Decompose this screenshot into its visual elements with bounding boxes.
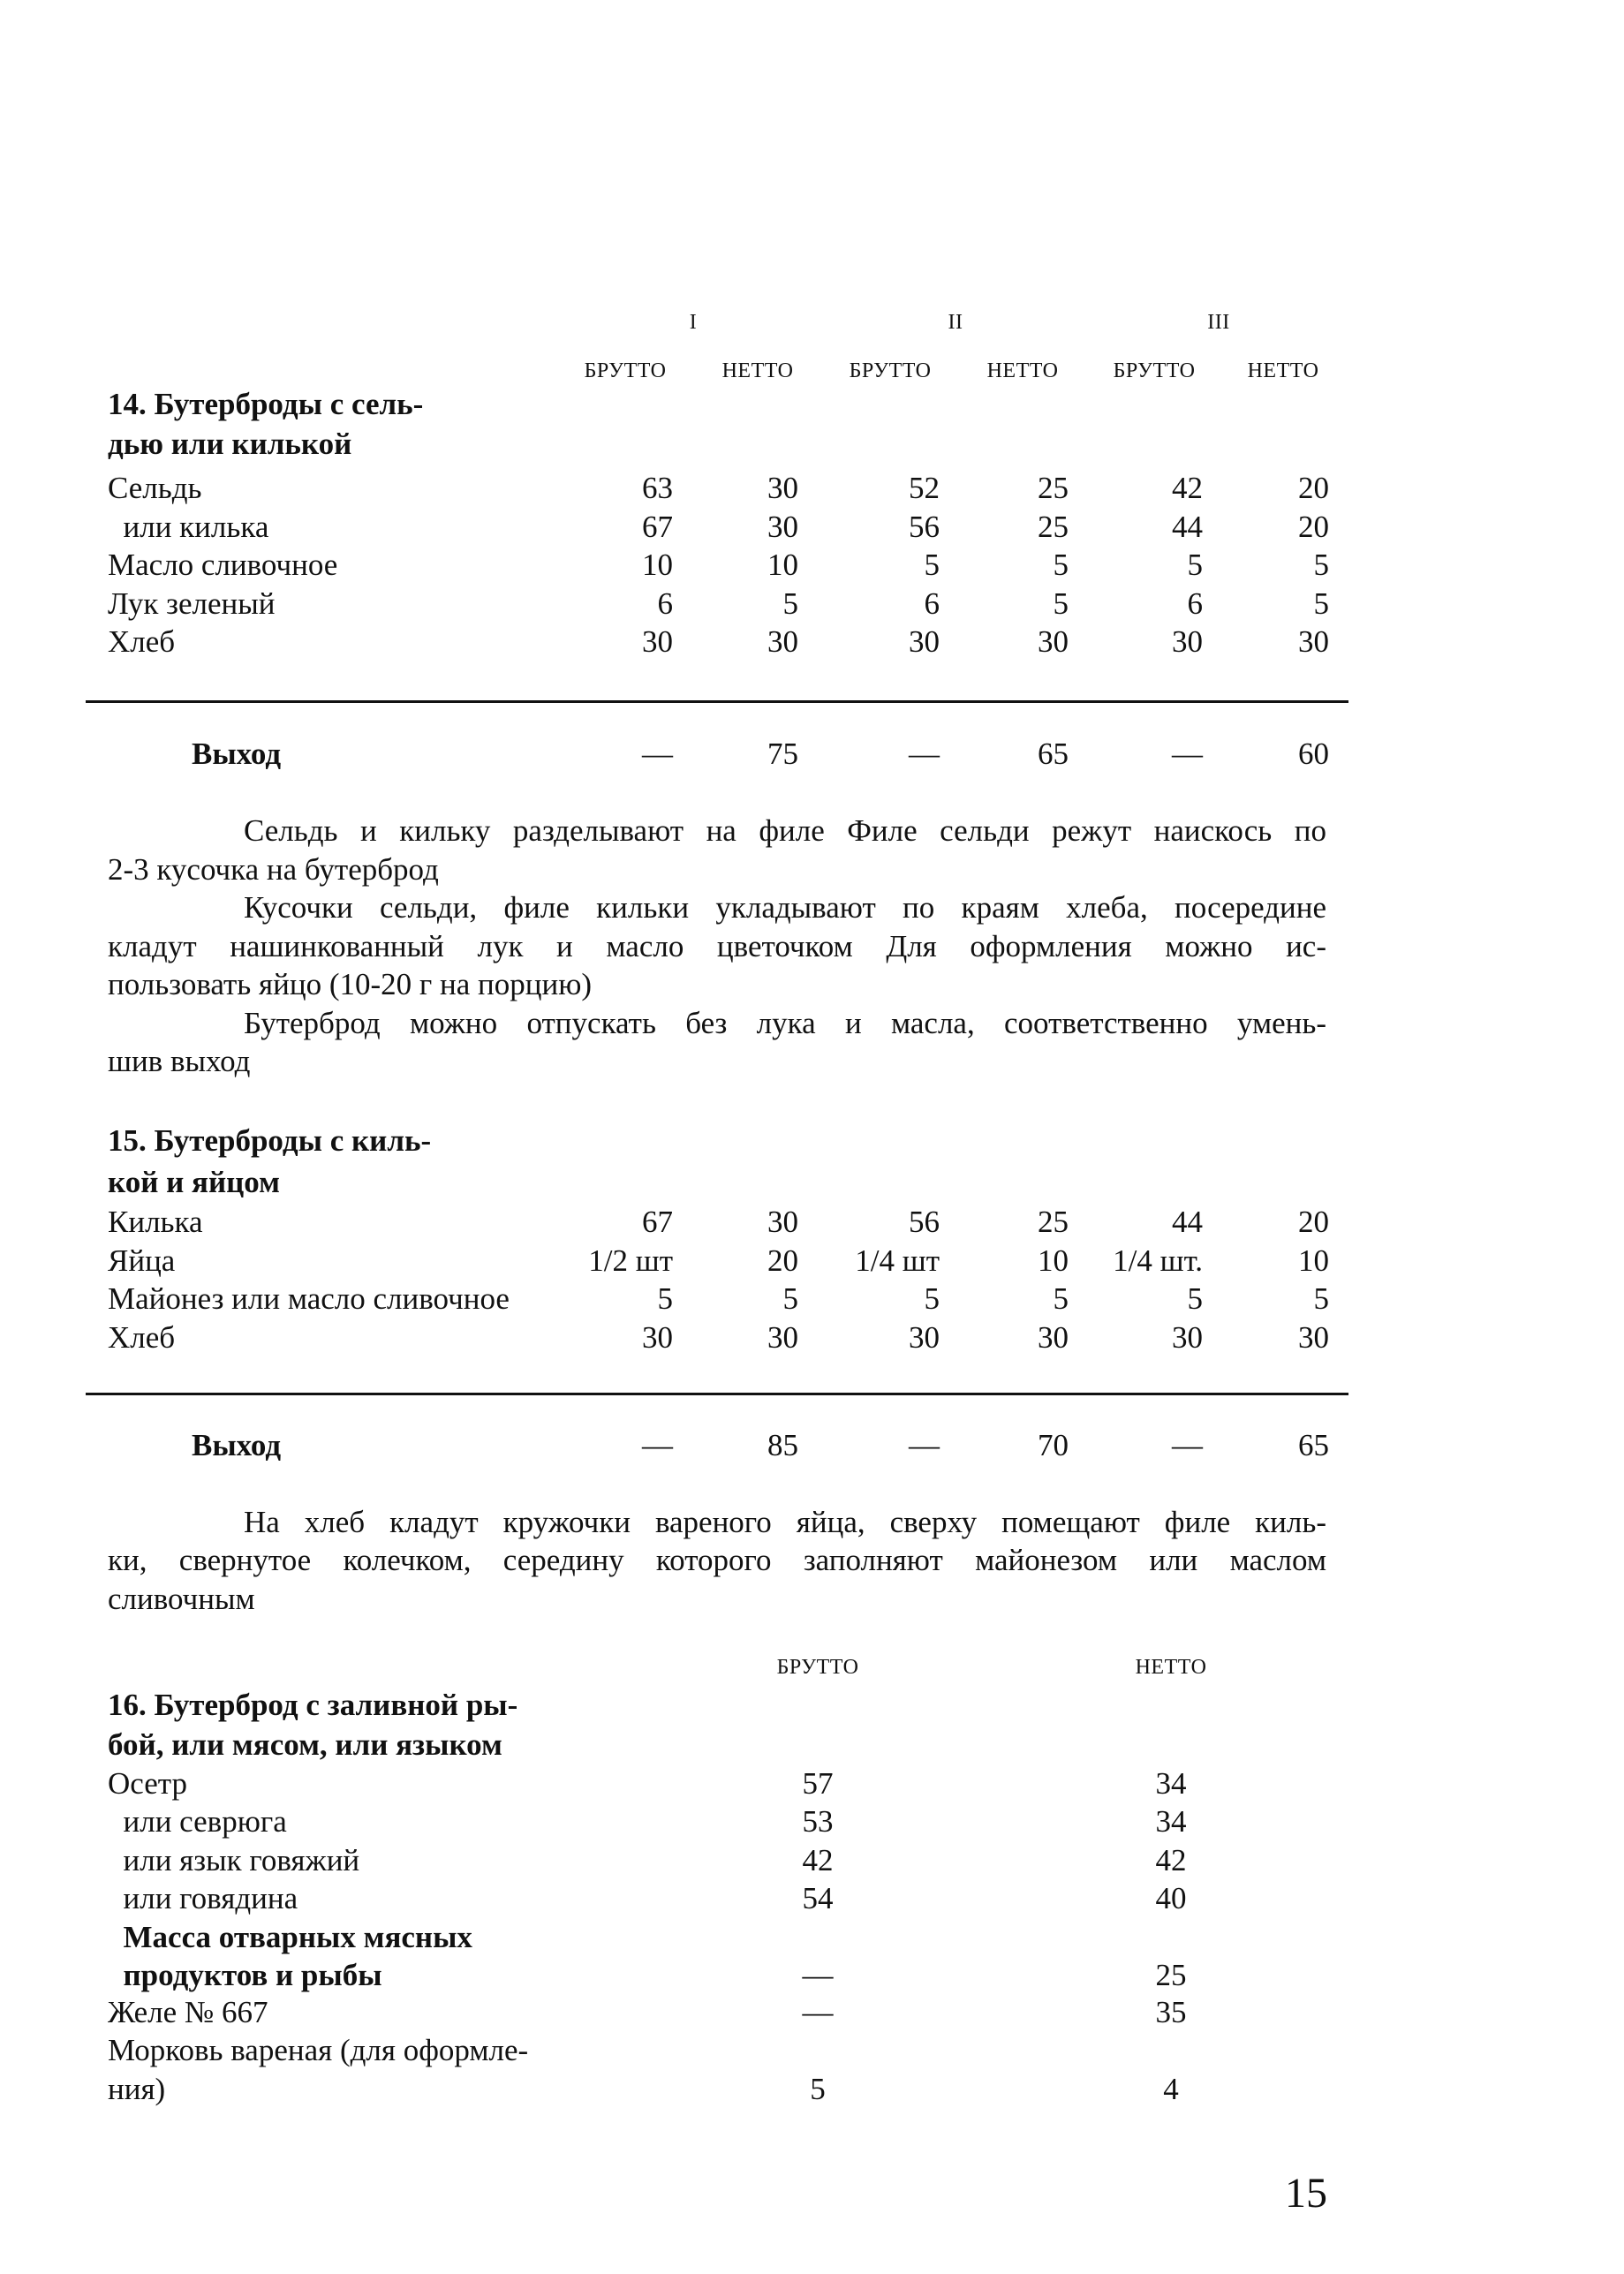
ingredient-value: 44 <box>1172 1205 1203 1239</box>
paragraph-line: ки, свернутое колечком, середину которого заполняют майонезом или маслом <box>108 1543 1326 1577</box>
ingredient-value: 30 <box>1172 1320 1203 1355</box>
paragraph-line: На хлеб кладут кружочки вареного яйца, сверху помещают филе киль- <box>244 1505 1326 1539</box>
ingredient-value: 5 <box>924 548 940 582</box>
yield-value: 85 <box>767 1428 798 1462</box>
ingredient-value: 42 <box>802 1843 834 1877</box>
ingredient-value: 5 <box>1053 548 1069 582</box>
ingredient-value: 5 <box>1053 1281 1069 1316</box>
ingredient-value: 30 <box>767 471 798 505</box>
ingredient-value: 20 <box>1298 510 1329 544</box>
ingredient-label: или килька <box>108 510 269 544</box>
ingredient-value: 5 <box>1313 586 1329 621</box>
yield-label: Выход <box>192 737 282 771</box>
ingredient-label: продуктов и рыбы <box>108 1958 382 1992</box>
ingredient-value: 5 <box>924 1281 940 1316</box>
ingredient-value: 5 <box>1313 1281 1329 1316</box>
ingredient-value: — <box>802 1995 834 2029</box>
ingredient-value: 5 <box>1313 548 1329 582</box>
ingredient-label: Желе № 667 <box>108 1995 268 2029</box>
ingredient-value: 6 <box>924 586 940 621</box>
paragraph-line: 2-3 кусочка на бутерброд <box>108 852 439 887</box>
ingredient-value: 20 <box>1298 471 1329 505</box>
ingredient-value: 25 <box>1155 1958 1187 1992</box>
column-header: БРУТТО <box>1113 359 1196 382</box>
column-header: НЕТТО <box>1135 1656 1207 1679</box>
ingredient-value: 10 <box>642 548 673 582</box>
ingredient-value: 34 <box>1155 1804 1187 1839</box>
ingredient-value: 5 <box>1187 548 1203 582</box>
ingredient-label: Осетр <box>108 1766 187 1801</box>
ingredient-value: 25 <box>1038 1205 1069 1239</box>
grade-header: III <box>1207 311 1230 334</box>
ingredient-value: 30 <box>642 1320 673 1355</box>
column-header: НЕТТО <box>986 359 1059 382</box>
yield-value: — <box>909 1428 940 1462</box>
paragraph-line: пользовать яйцо (10-20 г на порцию) <box>108 967 593 1001</box>
paragraph-line: Кусочки сельди, филе кильки укладывают по краям хлеба, посередине <box>244 890 1326 925</box>
yield-value: 70 <box>1038 1428 1069 1462</box>
ingredient-label: ния) <box>108 2072 166 2106</box>
ingredient-value: 5 <box>782 586 798 621</box>
ingredient-value: 56 <box>909 1205 940 1239</box>
column-header: НЕТТО <box>721 359 794 382</box>
ingredient-value: 40 <box>1155 1881 1187 1915</box>
ingredient-value: 1/4 шт. <box>1113 1243 1203 1278</box>
ingredient-value: 20 <box>767 1243 798 1278</box>
ingredient-value: 67 <box>642 510 673 544</box>
ingredient-value: 5 <box>810 2072 826 2106</box>
yield-value: — <box>1172 737 1203 771</box>
ingredient-value: 10 <box>767 548 798 582</box>
ingredient-value: 30 <box>1038 1320 1069 1355</box>
table-rule <box>86 1393 1348 1395</box>
ingredient-label: Майонез или масло сливочное <box>108 1281 510 1316</box>
ingredient-label: Хлеб <box>108 624 176 659</box>
ingredient-value: 30 <box>909 1320 940 1355</box>
ingredient-value: 63 <box>642 471 673 505</box>
recipe-title: 16. Бутерброд с заливной ры- <box>108 1688 518 1722</box>
ingredient-value: 5 <box>657 1281 673 1316</box>
recipe-title: 14. Бутерброды с сель- <box>108 387 424 421</box>
ingredient-label: Лук зеленый <box>108 586 276 621</box>
grade-header: I <box>689 311 698 334</box>
ingredient-label: или говядина <box>108 1881 298 1915</box>
ingredient-value: 1/4 шт <box>855 1243 940 1278</box>
ingredient-value: 10 <box>1038 1243 1069 1278</box>
ingredient-value: 42 <box>1155 1843 1187 1877</box>
ingredient-value: 25 <box>1038 471 1069 505</box>
table-rule <box>86 700 1348 703</box>
yield-label: Выход <box>192 1428 282 1462</box>
page-number: 15 <box>1285 2170 1327 2217</box>
ingredient-value: — <box>802 1958 834 1992</box>
ingredient-value: 30 <box>767 1320 798 1355</box>
grade-header: II <box>948 311 963 334</box>
ingredient-value: 30 <box>1298 1320 1329 1355</box>
ingredient-value: 30 <box>642 624 673 659</box>
yield-value: — <box>909 737 940 771</box>
ingredient-value: 30 <box>1038 624 1069 659</box>
ingredient-value: 6 <box>1187 586 1203 621</box>
paragraph-line: Бутерброд можно отпускать без лука и масла, соответственно умень- <box>244 1006 1326 1040</box>
ingredient-value: 42 <box>1172 471 1203 505</box>
ingredient-value: 6 <box>657 586 673 621</box>
ingredient-value: 57 <box>802 1766 834 1801</box>
ingredient-value: 56 <box>909 510 940 544</box>
ingredient-label: Масса отварных мясных <box>108 1920 472 1954</box>
ingredient-value: 30 <box>1172 624 1203 659</box>
ingredient-value: 30 <box>767 624 798 659</box>
yield-value: — <box>642 1428 673 1462</box>
yield-value: — <box>1172 1428 1203 1462</box>
ingredient-value: 54 <box>802 1881 834 1915</box>
ingredient-value: 5 <box>1053 586 1069 621</box>
yield-value: 75 <box>767 737 798 771</box>
ingredient-value: 30 <box>767 1205 798 1239</box>
column-header: БРУТТО <box>849 359 932 382</box>
ingredient-value: 30 <box>1298 624 1329 659</box>
ingredient-value: 10 <box>1298 1243 1329 1278</box>
paragraph-line: Сельдь и кильку разделывают на филе Филе сельди режут наискось по <box>244 813 1326 848</box>
ingredient-value: 52 <box>909 471 940 505</box>
column-header: БРУТТО <box>584 359 667 382</box>
recipe-title: бой, или мясом, или языком <box>108 1727 502 1762</box>
ingredient-value: 30 <box>909 624 940 659</box>
ingredient-value: 5 <box>782 1281 798 1316</box>
ingredient-label: Яйца <box>108 1243 176 1278</box>
column-header: БРУТТО <box>776 1656 859 1679</box>
yield-value: 65 <box>1038 737 1069 771</box>
yield-value: — <box>642 737 673 771</box>
ingredient-label: Хлеб <box>108 1320 176 1355</box>
recipe-title: 15. Бутерброды с киль- <box>108 1123 432 1158</box>
ingredient-value: 20 <box>1298 1205 1329 1239</box>
ingredient-label: или севрюга <box>108 1804 287 1839</box>
ingredient-value: 67 <box>642 1205 673 1239</box>
ingredient-value: 30 <box>767 510 798 544</box>
ingredient-value: 53 <box>802 1804 834 1839</box>
ingredient-value: 1/2 шт <box>588 1243 673 1278</box>
ingredient-value: 4 <box>1163 2072 1179 2106</box>
paragraph-line: кладут нашинкованный лук и масло цветочком Для оформления можно ис- <box>108 929 1326 963</box>
ingredient-label: Сельдь <box>108 471 202 505</box>
yield-value: 60 <box>1298 737 1329 771</box>
paragraph-line: шив выход <box>108 1044 251 1078</box>
ingredient-value: 5 <box>1187 1281 1203 1316</box>
ingredient-value: 34 <box>1155 1766 1187 1801</box>
ingredient-value: 25 <box>1038 510 1069 544</box>
ingredient-label: или язык говяжий <box>108 1843 360 1877</box>
column-header: НЕТТО <box>1247 359 1319 382</box>
recipe-title: дью или килькой <box>108 427 352 461</box>
ingredient-value: 35 <box>1155 1995 1187 2029</box>
recipe-title: кой и яйцом <box>108 1165 280 1199</box>
ingredient-label: Морковь вареная (для оформле- <box>108 2033 529 2067</box>
ingredient-label: Килька <box>108 1205 203 1239</box>
ingredient-value: 44 <box>1172 510 1203 544</box>
yield-value: 65 <box>1298 1428 1329 1462</box>
ingredient-label: Масло сливочное <box>108 548 338 582</box>
paragraph-line: сливочным <box>108 1582 255 1616</box>
